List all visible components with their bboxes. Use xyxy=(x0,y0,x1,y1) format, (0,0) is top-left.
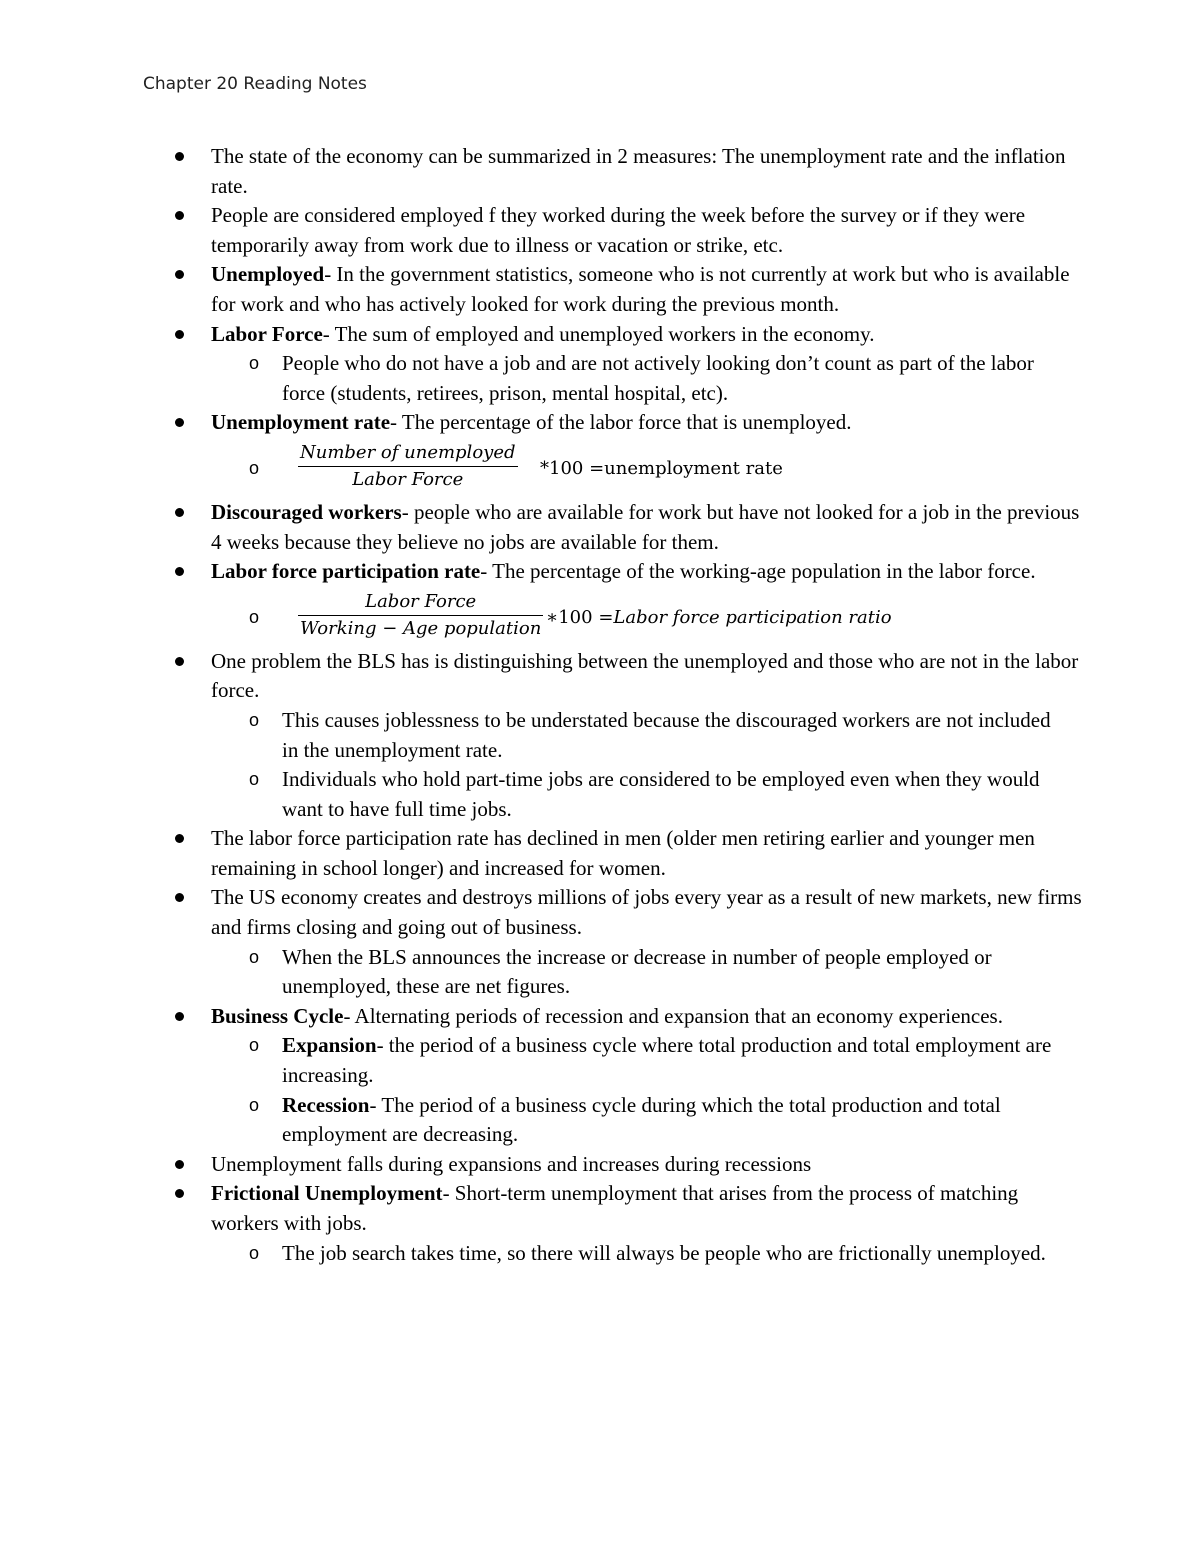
item-text: - In the government statistics, someone who is not currently at work but who is available for work and who has actively looked for work during the previous month. xyxy=(211,262,1070,316)
item-term: Frictional Unemployment xyxy=(211,1181,443,1206)
item-text: People who do not have a job and are not actively looking don’t count as part of the labor force (students, retirees, prison, mental hospital, etc). xyxy=(282,351,1034,405)
bullet-icon xyxy=(175,1189,184,1198)
item-text: One problem the BLS has is distinguishing between the unemployed and those who are not in the labor force. xyxy=(211,648,1079,703)
item-term: Recession xyxy=(282,1092,370,1117)
sub-bullet-icon: o xyxy=(249,709,260,730)
sub-bullet-icon: o xyxy=(249,457,260,478)
formula-multiplier: ∗100 = xyxy=(546,606,614,628)
list-item xyxy=(0,142,1091,201)
participation-rate-formula xyxy=(0,587,1200,647)
list-item xyxy=(0,647,1091,706)
item-term: Business Cycle xyxy=(211,1003,344,1028)
sub-bullet-icon: o xyxy=(249,1242,260,1263)
list-item xyxy=(0,557,1091,587)
item-text: - the period of a business cycle where total production and total employment are increasing. xyxy=(282,1033,1052,1088)
list-item xyxy=(0,1150,1091,1180)
sub-list-item xyxy=(0,943,1072,1002)
item-text: - The period of a business cycle during which the total production and total employment are decreasing. xyxy=(282,1092,1001,1147)
formula-result-text: unemployment rate xyxy=(604,457,783,479)
fraction xyxy=(298,589,543,642)
item-term: Unemployed xyxy=(211,262,325,287)
item-text: - Alternating periods of recession and expansion that an economy experiences. xyxy=(343,1003,1003,1028)
item-term: Labor Force xyxy=(211,321,323,346)
item-text: The job search takes time, so there will always be people who are frictionally unemployed. xyxy=(282,1240,1046,1265)
item-text: People are considered employed f they worked during the week before the survey or if they were temporarily away from work due to illness or vacation or strike, etc. xyxy=(211,203,1026,257)
bullet-icon xyxy=(175,330,184,339)
bullet-icon xyxy=(175,893,184,902)
bullet-icon xyxy=(175,418,184,427)
sub-bullet-icon: o xyxy=(249,1094,260,1115)
sub-list-item xyxy=(0,349,1072,408)
item-text: - Short-term unemployment that arises from the process of matching workers with jobs. xyxy=(211,1181,1019,1235)
bullet-icon xyxy=(175,1160,184,1169)
sub-bullet-icon: o xyxy=(249,353,260,374)
fraction-denominator: Working − Age population xyxy=(300,617,542,639)
item-text: When the BLS announces the increase or decrease in number of people employed or unemployed, these are net figures. xyxy=(282,944,992,999)
list-item xyxy=(0,824,1091,883)
item-text: The labor force participation rate has declined in men (older men retiring earlier and younger men remaining in school longer) and increased for women. xyxy=(211,826,1035,880)
sub-bullet-icon: o xyxy=(249,1035,260,1056)
item-text: This causes joblessness to be understated because the discouraged workers are not included in the unemployment rate. xyxy=(282,707,1051,762)
sub-bullet-icon: o xyxy=(249,946,260,967)
list-item xyxy=(0,201,1091,260)
item-text: Unemployment falls during expansions and increases during recessions xyxy=(211,1151,812,1176)
list-item xyxy=(0,1002,1091,1032)
item-text: The state of the economy can be summarized in 2 measures: The unemployment rate and the inflation rate. xyxy=(211,144,1066,198)
fraction-numerator: Number of unemployed xyxy=(298,440,518,467)
unemployment-rate-formula xyxy=(0,438,1200,498)
sub-list-item xyxy=(0,765,1072,824)
item-text: The US economy creates and destroys millions of jobs every year as a result of new markets, new firms and firms closing and going out of business. xyxy=(211,885,1082,940)
formula-result xyxy=(546,603,892,633)
fraction xyxy=(298,440,518,493)
fraction-numerator: Labor Force xyxy=(298,589,543,616)
bullet-icon xyxy=(175,1012,184,1021)
bullet-icon xyxy=(175,211,184,220)
bullet-icon xyxy=(175,657,184,666)
list-item xyxy=(0,320,1091,350)
fraction-denominator: Labor Force xyxy=(352,468,464,490)
sub-list-item xyxy=(0,706,1072,765)
sub-list-item xyxy=(0,1031,1072,1090)
item-text: Individuals who hold part-time jobs are considered to be employed even when they would want to have full time jobs. xyxy=(282,767,1040,821)
item-term: Expansion xyxy=(282,1033,377,1058)
bullet-icon xyxy=(175,152,184,161)
item-term: Unemployment rate xyxy=(211,410,391,435)
sub-bullet-icon: o xyxy=(249,769,260,790)
page-title: Chapter 20 Reading Notes xyxy=(143,74,367,94)
sub-bullet-icon: o xyxy=(249,606,260,627)
item-text: - The percentage of the labor force that is unemployed. xyxy=(390,410,852,435)
sub-list-item xyxy=(0,1239,1072,1269)
item-term: Labor force participation rate xyxy=(211,559,481,584)
bullet-icon xyxy=(175,834,184,843)
list-item xyxy=(0,260,1091,319)
item-text: - The percentage of the working-age population in the labor force. xyxy=(480,559,1036,584)
list-item xyxy=(0,1179,1091,1238)
sub-list-item xyxy=(0,1091,1072,1150)
item-term: Discouraged workers xyxy=(211,499,402,524)
bullet-icon xyxy=(175,270,184,279)
formula-result xyxy=(540,454,783,484)
bullet-icon xyxy=(175,508,184,517)
formula-result-text: Labor force participation ratio xyxy=(613,606,892,628)
list-item xyxy=(0,498,1091,557)
item-text: - The sum of employed and unemployed workers in the economy. xyxy=(322,321,875,346)
list-item xyxy=(0,883,1091,942)
list-item xyxy=(0,408,1091,438)
formula-multiplier: *100 = xyxy=(540,457,605,479)
notes-list xyxy=(0,142,1200,1268)
bullet-icon xyxy=(175,567,184,576)
item-text: - people who are available for work but have not looked for a job in the previous 4 weeks because they believe no jobs are available for them. xyxy=(211,499,1080,554)
